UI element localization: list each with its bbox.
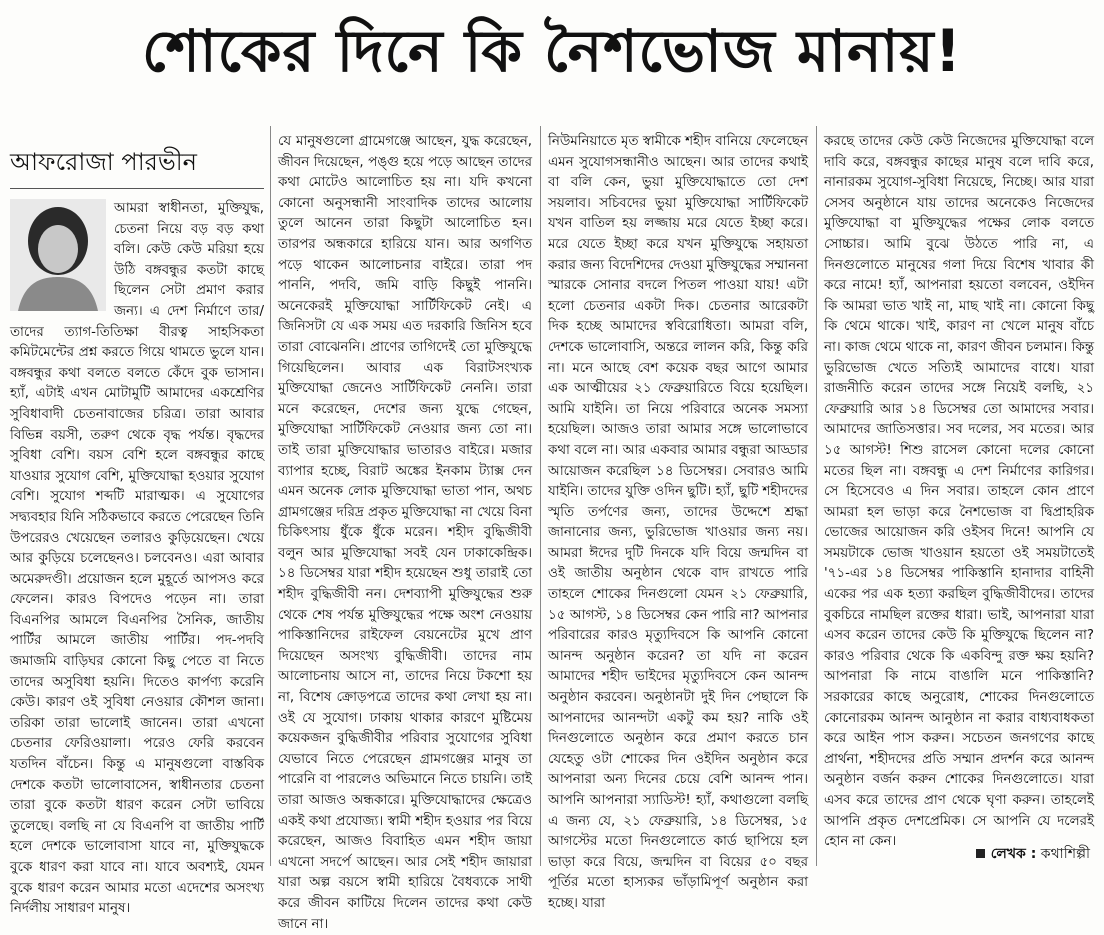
square-bullet-icon: [976, 849, 985, 858]
author-photo: [10, 199, 106, 311]
column-divider: [540, 126, 541, 866]
author-byline: আফরোজা পারভীন: [10, 132, 264, 189]
footer-credit: [976, 842, 1090, 866]
footer-label: লেখক :: [990, 846, 1037, 862]
column-divider: [816, 126, 817, 866]
column-3: [548, 132, 808, 911]
column-3-text: নিউমনিয়াতে মৃত স্বামীকে শহীদ বানিয়ে ফেলেছেন এমন সুযোগসন্ধানীও আছেন। আর তাদের কথাই বা বলি কেন, ভুয়া মুক্তিযোদ্ধাতে তো দেশ সয়লাব। সচিবদের ভুয়া মুক্তিযোদ্ধা সার্টিফিকেট যখন বাতিল হয় লজ্জায় মরে যেতে ইচ্ছা করে। মরে যেতে ইচ্ছা করে যখন মুক্তিযুদ্ধে সহায়তা করার জন্য বিদেশিদের দেওয়া মুক্তিযুদ্ধের সম্মাননা স্মারকে সোনার বদলে পিতল পাওয়া যায়! এটা হলো চেতনার একটা দিক। চেতনার আরেকটা দিক হচ্ছে আমাদের স্ববিরোধিতা। আমরা বলি, দেশকে ভালোবাসি, অন্তরে লালন করি, কিন্তু করি না। মনে আছে বেশ কয়েক বছর আগে আমার এক আত্মীয়ের ২১ ফেব্রুয়ারিতে বিয়ে হয়েছিল। আমি যাইনি। তা নিয়ে পরিবারে অনেক সমস্যা হয়েছিল। আজও তারা আমার সঙ্গে ভালোভাবে কথা বলে না। আর একবার আমার বন্ধুরা আড্ডার আয়োজন করেছিল ১৪ ডিসেম্বর। সেবারও আমি যাইনি। তাদের যুক্তি ওদিন ছুটি। হ্যাঁ, ছুটি শহীদদের স্মৃতি তর্পণের জন্য, তাদের উদ্দেশে শ্রদ্ধা জানানোর জন্য, ভুরিভোজ খাওয়ার জন্য নয়। আমরা ঈদের দুটি দিনকে যদি বিয়ে জন্মদিন বা ওই জাতীয় অনুষ্ঠান থেকে বাদ রাখতে পারি তাহলে শোকের দিনগুলো যেমন ২১ ফেব্রুয়ারি, ১৫ আগস্ট, ১৪ ডিসেম্বর কেন পারি না? আপনার পরিবারের কারও মৃত্যুদিবসে কি আপনি কোনো আনন্দ অনুষ্ঠান করেন? তা যদি না করেন আমাদের শহীদ ভাইদের মৃত্যুদিবসে কেন আনন্দ অনুষ্ঠান করবেন। অনুষ্ঠানটা দুই দিন পেছালে কি আপনাদের আনন্দটা একটু কম হয়? নাকি ওই দিনগুলোতে অনুষ্ঠান করে প্রমাণ করতে চান যেহেতু ওটা শোকের দিন ওইদিন অনুষ্ঠান করে আপনারা অন্য দিনের চেয়ে বেশি আনন্দ পান। আপনি আপনারা স্যাডিস্ট! হ্যাঁ, কথাগুলো বলছি এ জন্য যে, ২১ ফেব্রুয়ারি, ১৪ ডিসেম্বর, ১৫ আগস্টের মতো দিনগুলোতে কার্ড ছাপিয়ে হল ভাড়া করে বিয়ে, জন্মদিন বা বিয়ের ৫০ বছর পূর্তির মতো হাস্যকর ভাঁড়ামিপূর্ণ অনুষ্ঠান করা হচ্ছে। যারা: [548, 134, 808, 911]
column-2: [278, 132, 532, 932]
column-1: [10, 132, 264, 917]
column-2-text: যে মানুষগুলো গ্রামেগঞ্জে আছেন, যুদ্ধ করেছেন, জীবন দিয়েছেন, পঙ্গু হয়ে পড়ে আছেন তাদের কথা মোটেও আলোচিত হয় না। যদি কখনো কোনো অনুসন্ধানী সাংবাদিক তাদের আলোয় তুলে আনেন তারা কিছুটা আলোচিত হন। তারপর অন্ধকারে হারিয়ে যান। আর অগণিত পড়ে থাকেন আলোচনার বাইরে। তারা পদ পাননি, পদবি, জমি বাড়ি কিছুই পাননি। অনেকেরই মুক্তিযোদ্ধা সার্টিফিকেট নেই। এ জিনিসটা যে এক সময় এত দরকারি জিনিস হবে তারা বোঝেননি। প্রাণের তাগিদেই তো মুক্তিযুদ্ধে গিয়েছিলেন। আবার এক বিরাটসংখ্যক মুক্তিযোদ্ধা জেনেও সার্টিফিকেট নেননি। তারা মনে করেছেন, দেশের জন্য যুদ্ধে গেছেন, মুক্তিযোদ্ধা সার্টিফিকেট নেওয়ার জন্য তো না। তাই তারা মুক্তিযোদ্ধার ভাতারও বাইরে। মজার ব্যাপার হচ্ছে, বিরাট অঙ্কের ইনকাম ট্যাক্স দেন এমন অনেক লোক মুক্তিযোদ্ধা ভাতা পান, অথচ গ্রামগঞ্জের দরিদ্র প্রকৃত মুক্তিযোদ্ধা না খেয়ে বিনা চিকিৎসায় ধুঁকে ধুঁকে মরেন। শহীদ বুদ্ধিজীবী বলুন আর মুক্তিযোদ্ধা সবই যেন ঢাকাকেন্দ্রিক। ১৪ ডিসেম্বর যারা শহীদ হয়েছেন শুধু তারাই তো শহীদ বুদ্ধিজীবী নন। দেশব্যাপী মুক্তিযুদ্ধের শুরু থেকে শেষ পর্যন্ত মুক্তিযুদ্ধের পক্ষে অংশ নেওয়ায় পাকিস্তানিদের রাইফেল বেয়নেটের মুখে প্রাণ দিয়েছেন অসংখ্য বুদ্ধিজীবী। তাদের নাম আলোচনায় আসে না, তাদের নিয়ে টকশো হয় না, বিশেষ ক্রোড়পত্রে তাদের কথা লেখা হয় না। ওই যে সুযোগ। ঢাকায় থাকার কারণে মুষ্টিমেয় কয়েকজন বুদ্ধিজীবীর পরিবার সুযোগের সুবিধা যেভাবে নিতে পেরেছেন গ্রামগঞ্জের মানুষ তা পারেনি বা পারলেও অভিমানে নিতে চায়নি। তাই তারা আজও অন্ধকারে। মুক্তিযোদ্ধাদের ক্ষেত্রেও একই কথা প্রযোজ্য। স্বামী শহীদ হওয়ার পর বিয়ে করেছেন, আজও বিবাহিত এমন শহীদ জায়া এখনো সদর্পে আছেন। আর সেই শহীদ জায়ারা যারা অল্প বয়সে স্বামী হারিয়ে বৈধব্যকে সাথী করে জীবন কাটিয়ে দিলেন তাদের কথা কেউ জানে না।: [278, 134, 532, 932]
author-portrait-image: [10, 199, 106, 311]
footer-value: কথাশিল্পী: [1040, 846, 1090, 862]
column-1-text: আমরা স্বাধীনতা, মুক্তিযুদ্ধ, চেতনা নিয়ে বড় বড় কথা বলি। কেউ কেউ মরিয়া হয়ে উঠি বঙ্গবন্ধুর কতটা কাছে ছিলেন সেটা প্রমাণ করার জন্য। এ দেশ নির্মাণে তার/তাদের ত্যাগ-তিতিক্ষা বীরত্ব সাহসিকতা কমিটমেন্টের প্রশ্ন করতে গিয়ে থামতে ভুলে যান। বঙ্গবন্ধুর কথা বলতে বলতে কেঁদে বুক ভাসান। হ্যাঁ, এটাই এখন মোটামুটি আমাদের একশ্রেণির সুবিধাবাদী চেতনাবাজের চরিত্র। তারা আবার বিভিন্ন বয়সী, তরুণ থেকে বৃদ্ধ পর্যন্ত। বৃদ্ধদের সুবিধা বেশি। বয়স বেশি হলে বঙ্গবন্ধুর কাছে যাওয়ার সুযোগ বেশি, মুক্তিযোদ্ধা হওয়ার সুযোগ বেশি। সুযোগ শব্দটি মারাত্মক। এ সুযোগের সদ্ব্যবহার যিনি সঠিকভাবে করতে পেরেছেন তিনি উপরেরও খেয়েছেন তলারও কুড়িয়েছেন। খেয়ে আর কুড়িয়ে চলেছেনও। চলবেনও। এরা আবার অমেরুদণ্ডী। প্রয়োজন হলে মুহূর্তে আপসও করে ফেলেন। কারও বিপদেও পড়েন না। তারা বিএনপির আমলে বিএনপির সৈনিক, জাতীয় পার্টির আমলে জাতীয় পার্টির। পদ-পদবি জমাজমি বাড়িঘর কোনো কিছু পেতে বা নিতে তাদের অসুবিধা হয়নি। দিতেও কার্পণ্য করেনি কেউ। কারণ ওই সুবিধা নেওয়ার কৌশল জানা। তরিকা তারা ভালোই জানেন। তারা এখনো চেতনার ফেরিওয়ালা। পরেও ফেরি করবেন যতদিন বাঁচেন। কিন্তু এ মানুষগুলো বাস্তবিক দেশকে কতটা ভালোবাসেন, স্বাধীনতার চেতনা তারা বুকে কতটা ধারণ করেন সেটা ভাবিয়ে তুলেছে। বলছি না যে বিএনপি বা জাতীয় পার্টি হলে দেশকে ভালোবাসা যাবে না, মুক্তিযুদ্ধকে বুকে ধারণ করা যাবে না। যাবে অবশ্যই, যেমন বুকে ধারণ করেন আমার মতো এদেশের অসংখ্য নির্দলীয় সাধারণ মানুষ।: [10, 201, 264, 917]
column-4-text: করছে তাদের কেউ কেউ নিজেদের মুক্তিযোদ্ধা বলে দাবি করে, বঙ্গবন্ধুর কাছের মানুষ বলে দাবি করে, নানারকম সুযোগ-সুবিধা নিয়েছে, নিচ্ছে। আর যারা সেসব অনুষ্ঠানে যায় তাদের অনেকেও নিজেদের মুক্তিযোদ্ধা বা মুক্তিযুদ্ধের পক্ষের লোক বলতে সোচ্চার। আমি বুঝে উঠতে পারি না, এ দিনগুলোতে মানুষের গলা দিয়ে বিশেষ খাবার কী করে নামে! হ্যাঁ, আপনারা হয়তো বলবেন, ওইদিন কি আমরা ভাত খাই না, মাছ খাই না। কোনো কিছু কি থেমে থাকে। খাই, কারণ না খেলে মানুষ বাঁচে না। কাজ থেমে থাকে না, কারণ জীবন চলমান। কিন্তু ভুরিভোজ খেতে সত্যিই আমাদের বাধে। যারা রাজনীতি করেন তাদের সঙ্গে নিয়েই বলছি, ২১ ফেব্রুয়ারি আর ১৪ ডিসেম্বর তো আমাদের সবার। আমাদের জাতিসত্তার। সব দলের, সব মতের। আর ১৫ আগস্ট! শিশু রাসেল কোনো দলের কোনো মতের ছিল না। বঙ্গবন্ধু এ দেশ নির্মাণের কারিগর। সে হিসেবেও এ দিন সবার। তাহলে কোন প্রাণে আমরা হল ভাড়া করে নৈশভোজ বা দ্বিপ্রাহরিক ভোজের আয়োজন করি ওইসব দিনে! আপনি যে সময়টাকে ভোজ খাওয়ান হয়তো ওই সময়টাতেই '৭১-এর ১৪ ডিসেম্বর পাকিস্তানি হানাদার বাহিনী একের পর এক হত্যা করছিল বুদ্ধিজীবীদের। তাদের বুকচিরে নামছিল রক্তের ধারা। ভাই, আপনারা যারা এসব করেন তাদের কেউ কি মুক্তিযুদ্ধে ছিলেন না? কারও পরিবার থেকে কি একবিন্দু রক্ত ক্ষয় হয়নি? আপনারা কি নামে বাঙালি মনে পাকিস্তানি? সরকারের কাছে অনুরোধ, শোকের দিনগুলোতে কোনোরকম আনন্দ আনুষ্ঠান না করার বাধ্যবাধকতা করে আইন পাস করুন। সচেতন জনগণের কাছে প্রার্থনা, শহীদদের প্রতি সম্মান প্রদর্শন করে আনন্দ অনুষ্ঠান বর্জন করুন শোকের দিনগুলোতে। যারা এসব করে তাদের প্রাণ থেকে ঘৃণা করুন। তাহলেই আপনি প্রকৃত দেশপ্রেমিক। সে আপনি যে দলেরই হোন না কেন।: [824, 134, 1095, 850]
column-divider: [270, 126, 271, 866]
column-4: [824, 132, 1095, 850]
headline: শোকের দিনে কি নৈশভোজ মানায়!: [141, 17, 963, 85]
